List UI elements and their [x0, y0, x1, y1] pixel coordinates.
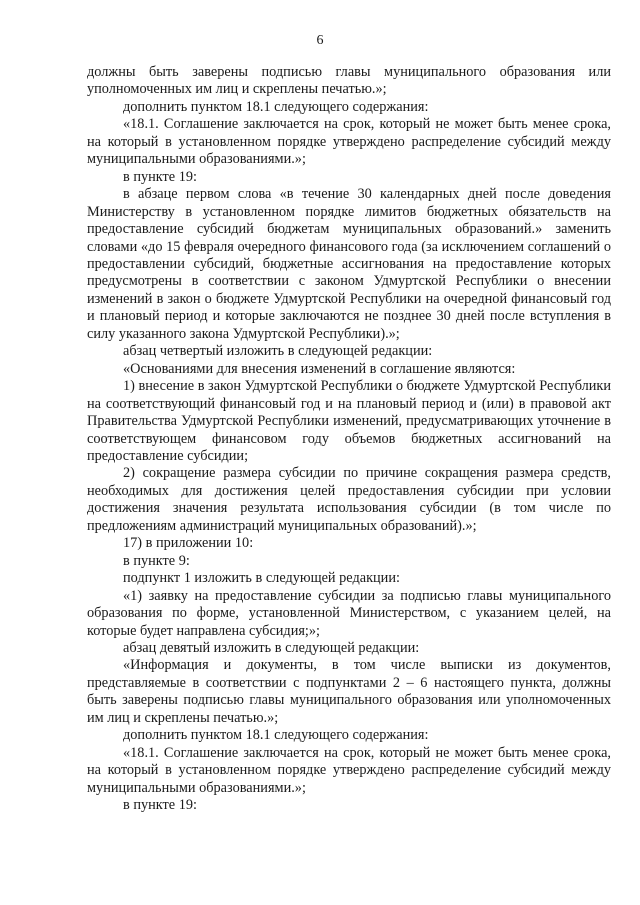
page-number: 6: [316, 33, 324, 48]
paragraph-10: 17) в приложении 10:: [123, 535, 254, 552]
paragraph-5: в абзаце первом слова «в течение 30 календарных дней после доведения Министерству в установленном порядке лимитов бюджетных обязательств на предоставление субсидий бюджетам муниципальных образований.» заменить словами «до 15 февраля очередного финансового года (за исключением соглашений о предоставлении субсидий, бюджетные ассигнования на предоставление которых предусмотрены в соответствии с законом Удмуртской Республики о внесении изменений в закон о бюджете Удмуртской Республики на очередной финансовый год и плановый период и которые заключаются не позднее 30 дней после вступления в силу указанного закона Удмуртской Республики).»;: [87, 186, 611, 342]
paragraph-6: абзац четвертый изложить в следующей редакции:: [123, 343, 433, 360]
paragraph-4: в пункте 19:: [123, 168, 197, 185]
paragraph-15: «Информация и документы, в том числе выписки из документов, представляемые в соответствии с подпунктами 2 – 6 настоящего пункта, должны быть заверены подписью главы муниципального образования или уполномоченных им лиц и скреплены печатью.»;: [87, 657, 611, 726]
paragraph-18: в пункте 19:: [123, 797, 197, 814]
paragraph-2: дополнить пунктом 18.1 следующего содержания:: [123, 98, 429, 115]
paragraph-16: дополнить пунктом 18.1 следующего содержания:: [123, 727, 429, 744]
paragraph-13: «1) заявку на предоставление субсидии за подписью главы муниципального образования по форме, установленной Министерством, с указанием целей, на которые будет направлена субсидия;»;: [87, 587, 611, 639]
paragraph-3: «18.1. Соглашение заключается на срок, который не может быть менее срока, на который в установленном порядке утверждено распределение субсидий между муниципальными образованиями.»;: [87, 116, 611, 168]
paragraph-1: должны быть заверены подписью главы муниципального образования или уполномоченных им лиц и скреплены печатью.»;: [87, 64, 611, 98]
paragraph-12: подпункт 1 изложить в следующей редакции:: [123, 570, 400, 587]
document-body: [87, 64, 611, 814]
paragraph-11: в пункте 9:: [123, 552, 190, 569]
paragraph-8: 1) внесение в закон Удмуртской Республики о бюджете Удмуртской Республики на соответствующий финансовый год и на плановый период и (или) в правовой акт Правительства Удмуртской Республики изменений, предусматривающих уточнение в соответствующем финансовом году объемов бюджетных ассигнований на предоставление субсидии;: [87, 378, 611, 464]
paragraph-7: «Основаниями для внесения изменений в соглашение являются:: [123, 360, 516, 377]
paragraph-17: «18.1. Соглашение заключается на срок, который не может быть менее срока, на который в установленном порядке утверждено распределение субсидий между муниципальными образованиями.»;: [87, 744, 611, 796]
paragraph-14: абзац девятый изложить в следующей редакции:: [123, 639, 420, 656]
paragraph-9: 2) сокращение размера субсидии по причине сокращения размера средств, необходимых для достижения целей предоставления субсидии при условии достижения значения результата использования субсидии (в том числе по предложениям администраций муниципальных образований).»;: [87, 465, 611, 534]
